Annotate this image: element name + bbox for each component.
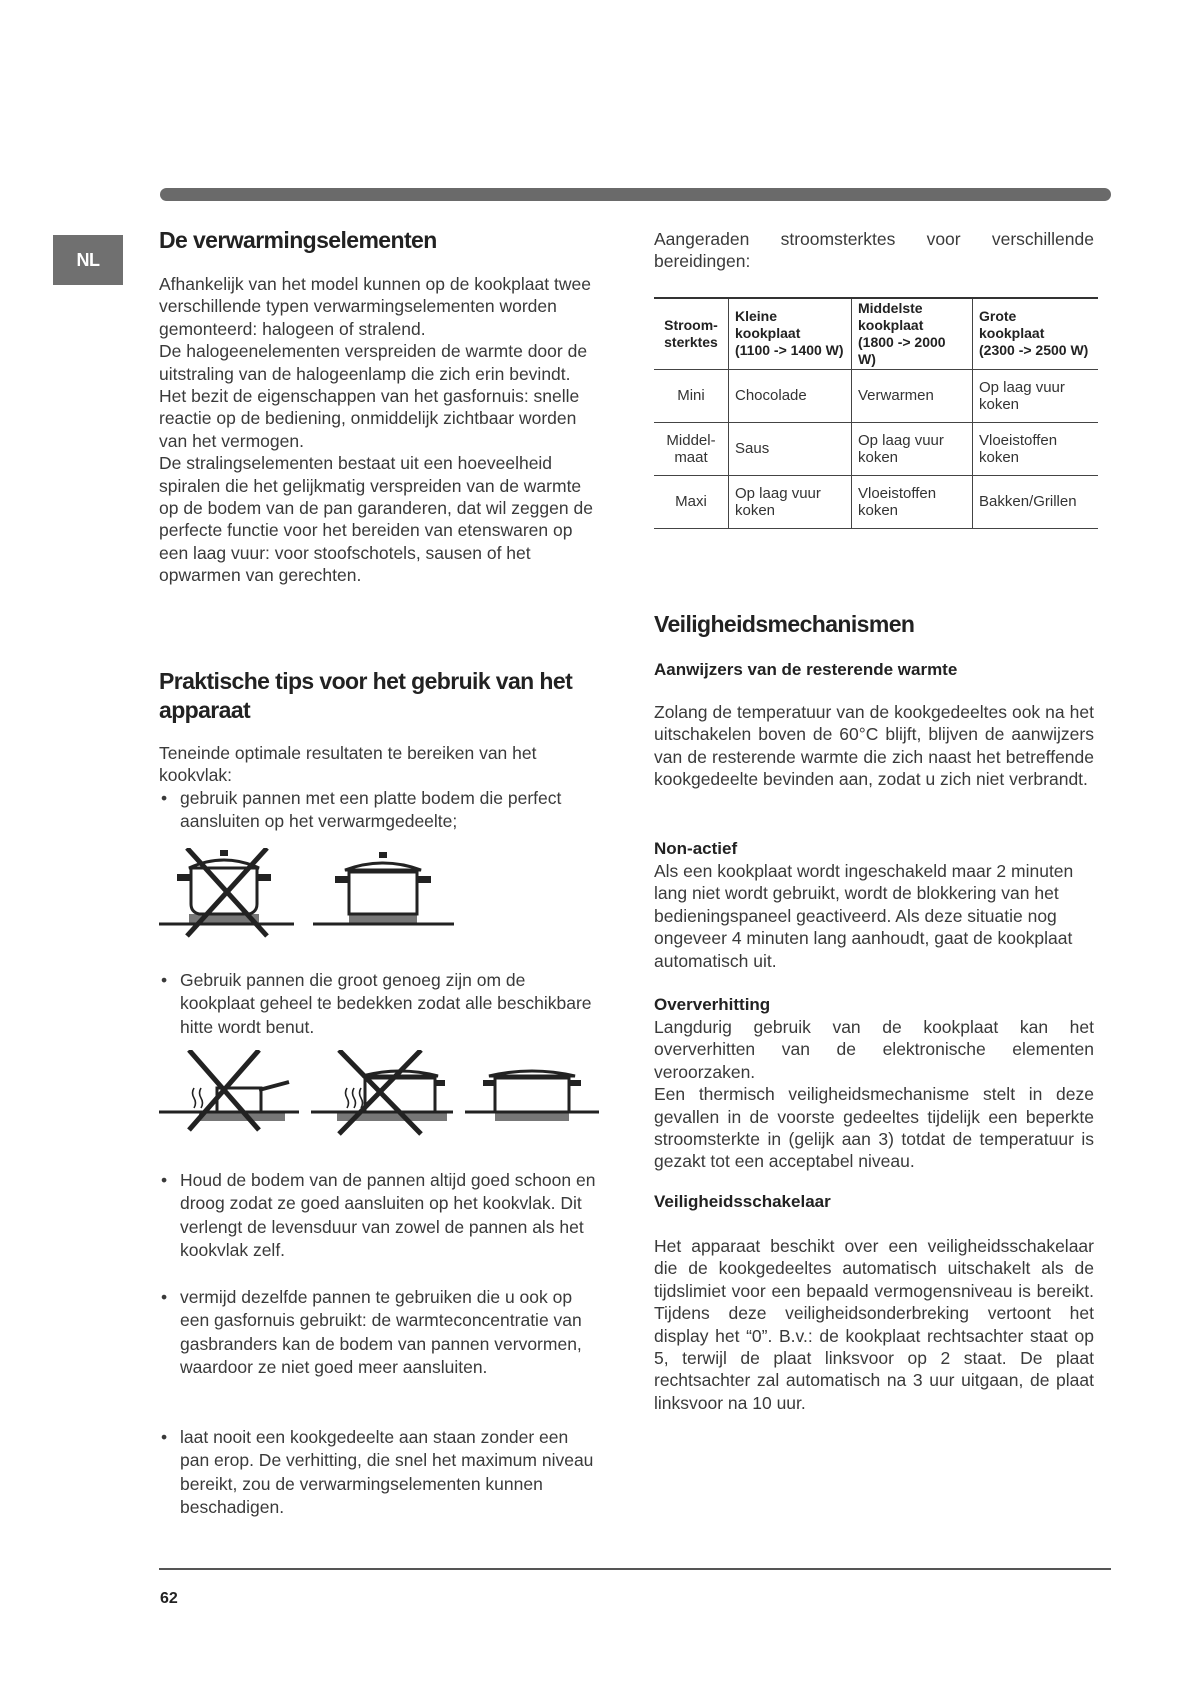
overheating-body: Langdurig gebruik van de kookplaat kan het oververhitten van de elektronische elementen veroorzaken. Een thermisch veiligheidsmechanisme stelt in deze gevallen in de voorste gedeeltes tijdelijk een beperkte stroomsterkte in (gelijk aan 3) totdat de temperatuur is gezakt tot een acceptabel niveau. <box>654 1017 1094 1172</box>
table-header-cell: Kleine kookplaat (1100 -> 1400 W) <box>729 298 852 370</box>
tips-list <box>159 787 599 834</box>
pan-size-illustration <box>159 1050 599 1145</box>
safety-title: Veiligheidsmechanismen <box>654 611 915 637</box>
tip-pan-size <box>159 969 599 1039</box>
table-header-cell: Middelste kookplaat (1800 -> 2000 W) <box>852 298 973 370</box>
table-header-cell: Grote kookplaat (2300 -> 2500 W) <box>973 298 1099 370</box>
list-item: • laat nooit een kookgedeelte aan staan zonder een pan erop. De verhitting, die snel het maximum niveau bereikt, zou de verwarmingselementen kunnen beschadigen. <box>159 1426 599 1520</box>
table-row <box>654 422 1098 475</box>
table-cell: Maxi <box>654 475 729 528</box>
table-cell: Vloeistoffen koken <box>973 422 1099 475</box>
overheating-heading: Oververhitting <box>654 995 771 1014</box>
table-header-cell: Stroom- sterktes <box>654 298 729 370</box>
tip-gas-pans <box>159 1286 599 1380</box>
safety-section <box>654 610 1094 639</box>
table-cell: Op laag vuur koken <box>973 369 1099 422</box>
page-number: 62 <box>160 1590 178 1607</box>
safety-switch-body: Het apparaat beschikt over een veiligheidsschakelaar die de kookgedeeltes automatisch uitschakelt als de tijdslimiet voor een bepaald vermogensniveau is bereikt. Tijdens deze veiligheidsonderbreking vertoont het display het “0”. B.v.: de kookplaat rechtsachter staat op 5, terwijl de plaat linksvoor op 2 staat. De plaat rechtsachter zal automatisch na 3 uur uitgaan, de plaat linksvoor na 10 uur. <box>654 1236 1094 1413</box>
table-cell: Saus <box>729 422 852 475</box>
table-header-row <box>654 298 1098 370</box>
footer-rule <box>159 1568 1111 1570</box>
practical-tips-title: Praktische tips voor het gebruik van het apparaat <box>159 668 573 723</box>
header-rule <box>160 188 1111 201</box>
practical-tips-intro: Teneinde optimale resultaten te bereiken van het kookvlak: <box>159 743 537 786</box>
list-item: • Gebruik pannen die groot genoeg zijn om de kookplaat geheel te bedekken zodat alle beschikbare hitte wordt benut. <box>159 969 599 1039</box>
non-active-body: Als een kookplaat wordt ingeschakeld maar 2 minuten lang niet wordt gebruikt, wordt de blokkering van het bedieningspaneel geactiveerd. Als deze situatie nog ongeveer 4 minuten lang aanhoudt, gaat de kookplaat automatisch uit. <box>654 861 1074 971</box>
table-row <box>654 369 1098 422</box>
safety-switch-block <box>654 1191 1094 1414</box>
heating-elements-section <box>159 226 599 587</box>
heating-elements-title: De verwarmingselementen <box>159 227 437 253</box>
overheating-block <box>654 994 1094 1173</box>
correct-size-pan-icon <box>465 1071 599 1121</box>
table-cell: Op laag vuur koken <box>852 422 973 475</box>
residual-heat-block <box>654 659 1094 791</box>
residual-heat-heading: Aanwijzers van de resterende warmte <box>654 660 958 679</box>
power-table <box>654 297 1098 529</box>
list-item: • Houd de bodem van de pannen altijd goed schoon en droog zodat ze goed aansluiten op het kookvlak. Dit verlengt de levensduur van zowel de pannen als het kookvlak zelf. <box>159 1169 599 1263</box>
flat-bottom-pan-illustration <box>159 848 459 948</box>
table-cell: Vloeistoffen koken <box>852 475 973 528</box>
list-item: • gebruik pannen met een platte bodem die perfect aansluiten op het verwarmgedeelte; <box>159 787 599 834</box>
table-cell: Op laag vuur koken <box>729 475 852 528</box>
table-cell: Bakken/Grillen <box>973 475 1099 528</box>
non-active-block <box>654 838 1094 972</box>
table-cell: Mini <box>654 369 729 422</box>
practical-tips-section <box>159 667 599 834</box>
list-item: • vermijd dezelfde pannen te gebruiken die u ook op een gasfornuis gebruikt: de warmteconcentratie van gasbranders kan de bodem van pannen vervormen, waardoor ze niet goed meer aansluiten. <box>159 1286 599 1380</box>
correct-pan-icon <box>313 852 454 924</box>
heating-elements-body: Afhankelijk van het model kunnen op de kookplaat twee verschillende typen verwarmingselementen worden gemonteerd: halogeen of stralend. De halogeenelementen verspreiden de warmte door de uitstraling van de halogeenlamp die zich erin bevindt. Het bezit de eigenschappen van het gasfornuis: snelle reactie op de bediening, onmiddelijk zichtbaar worden van het vermogen. De stralingselementen bestaat uit een hoeveelheid spiralen die het gelijkmatig verspreiden van de warmte op de bodem van de pan garanderen, dat wil zeggen de perfecte functie voor het bereiden van etenswaren op een laag vuur: voor stoofschotels, sausen of het opwarmen van gerechten. <box>159 274 593 586</box>
tip-empty-zone <box>159 1426 599 1520</box>
residual-heat-body: Zolang de temperatuur van de kookgedeeltes ook na het uitschakelen boven de 60°C blijft, blijven de aanwijzers van de resterende warmte die zich naast het betreffende kookgedeelte bevinden aan, zodat u zich niet verbrandt. <box>654 702 1094 790</box>
language-tab: NL <box>53 235 123 285</box>
power-table-section <box>654 228 1094 529</box>
table-row <box>654 475 1098 528</box>
table-cell: Chocolade <box>729 369 852 422</box>
warped-pan-icon <box>159 850 294 924</box>
table-cell: Verwarmen <box>852 369 973 422</box>
tip-clean-pans <box>159 1169 599 1263</box>
table-intro: Aangeraden stroomsterktes voor verschillende bereidingen: <box>654 229 1094 272</box>
table-cell: Middel- maat <box>654 422 729 475</box>
safety-switch-heading: Veiligheidsschakelaar <box>654 1192 831 1211</box>
non-active-heading: Non-actief <box>654 839 738 858</box>
